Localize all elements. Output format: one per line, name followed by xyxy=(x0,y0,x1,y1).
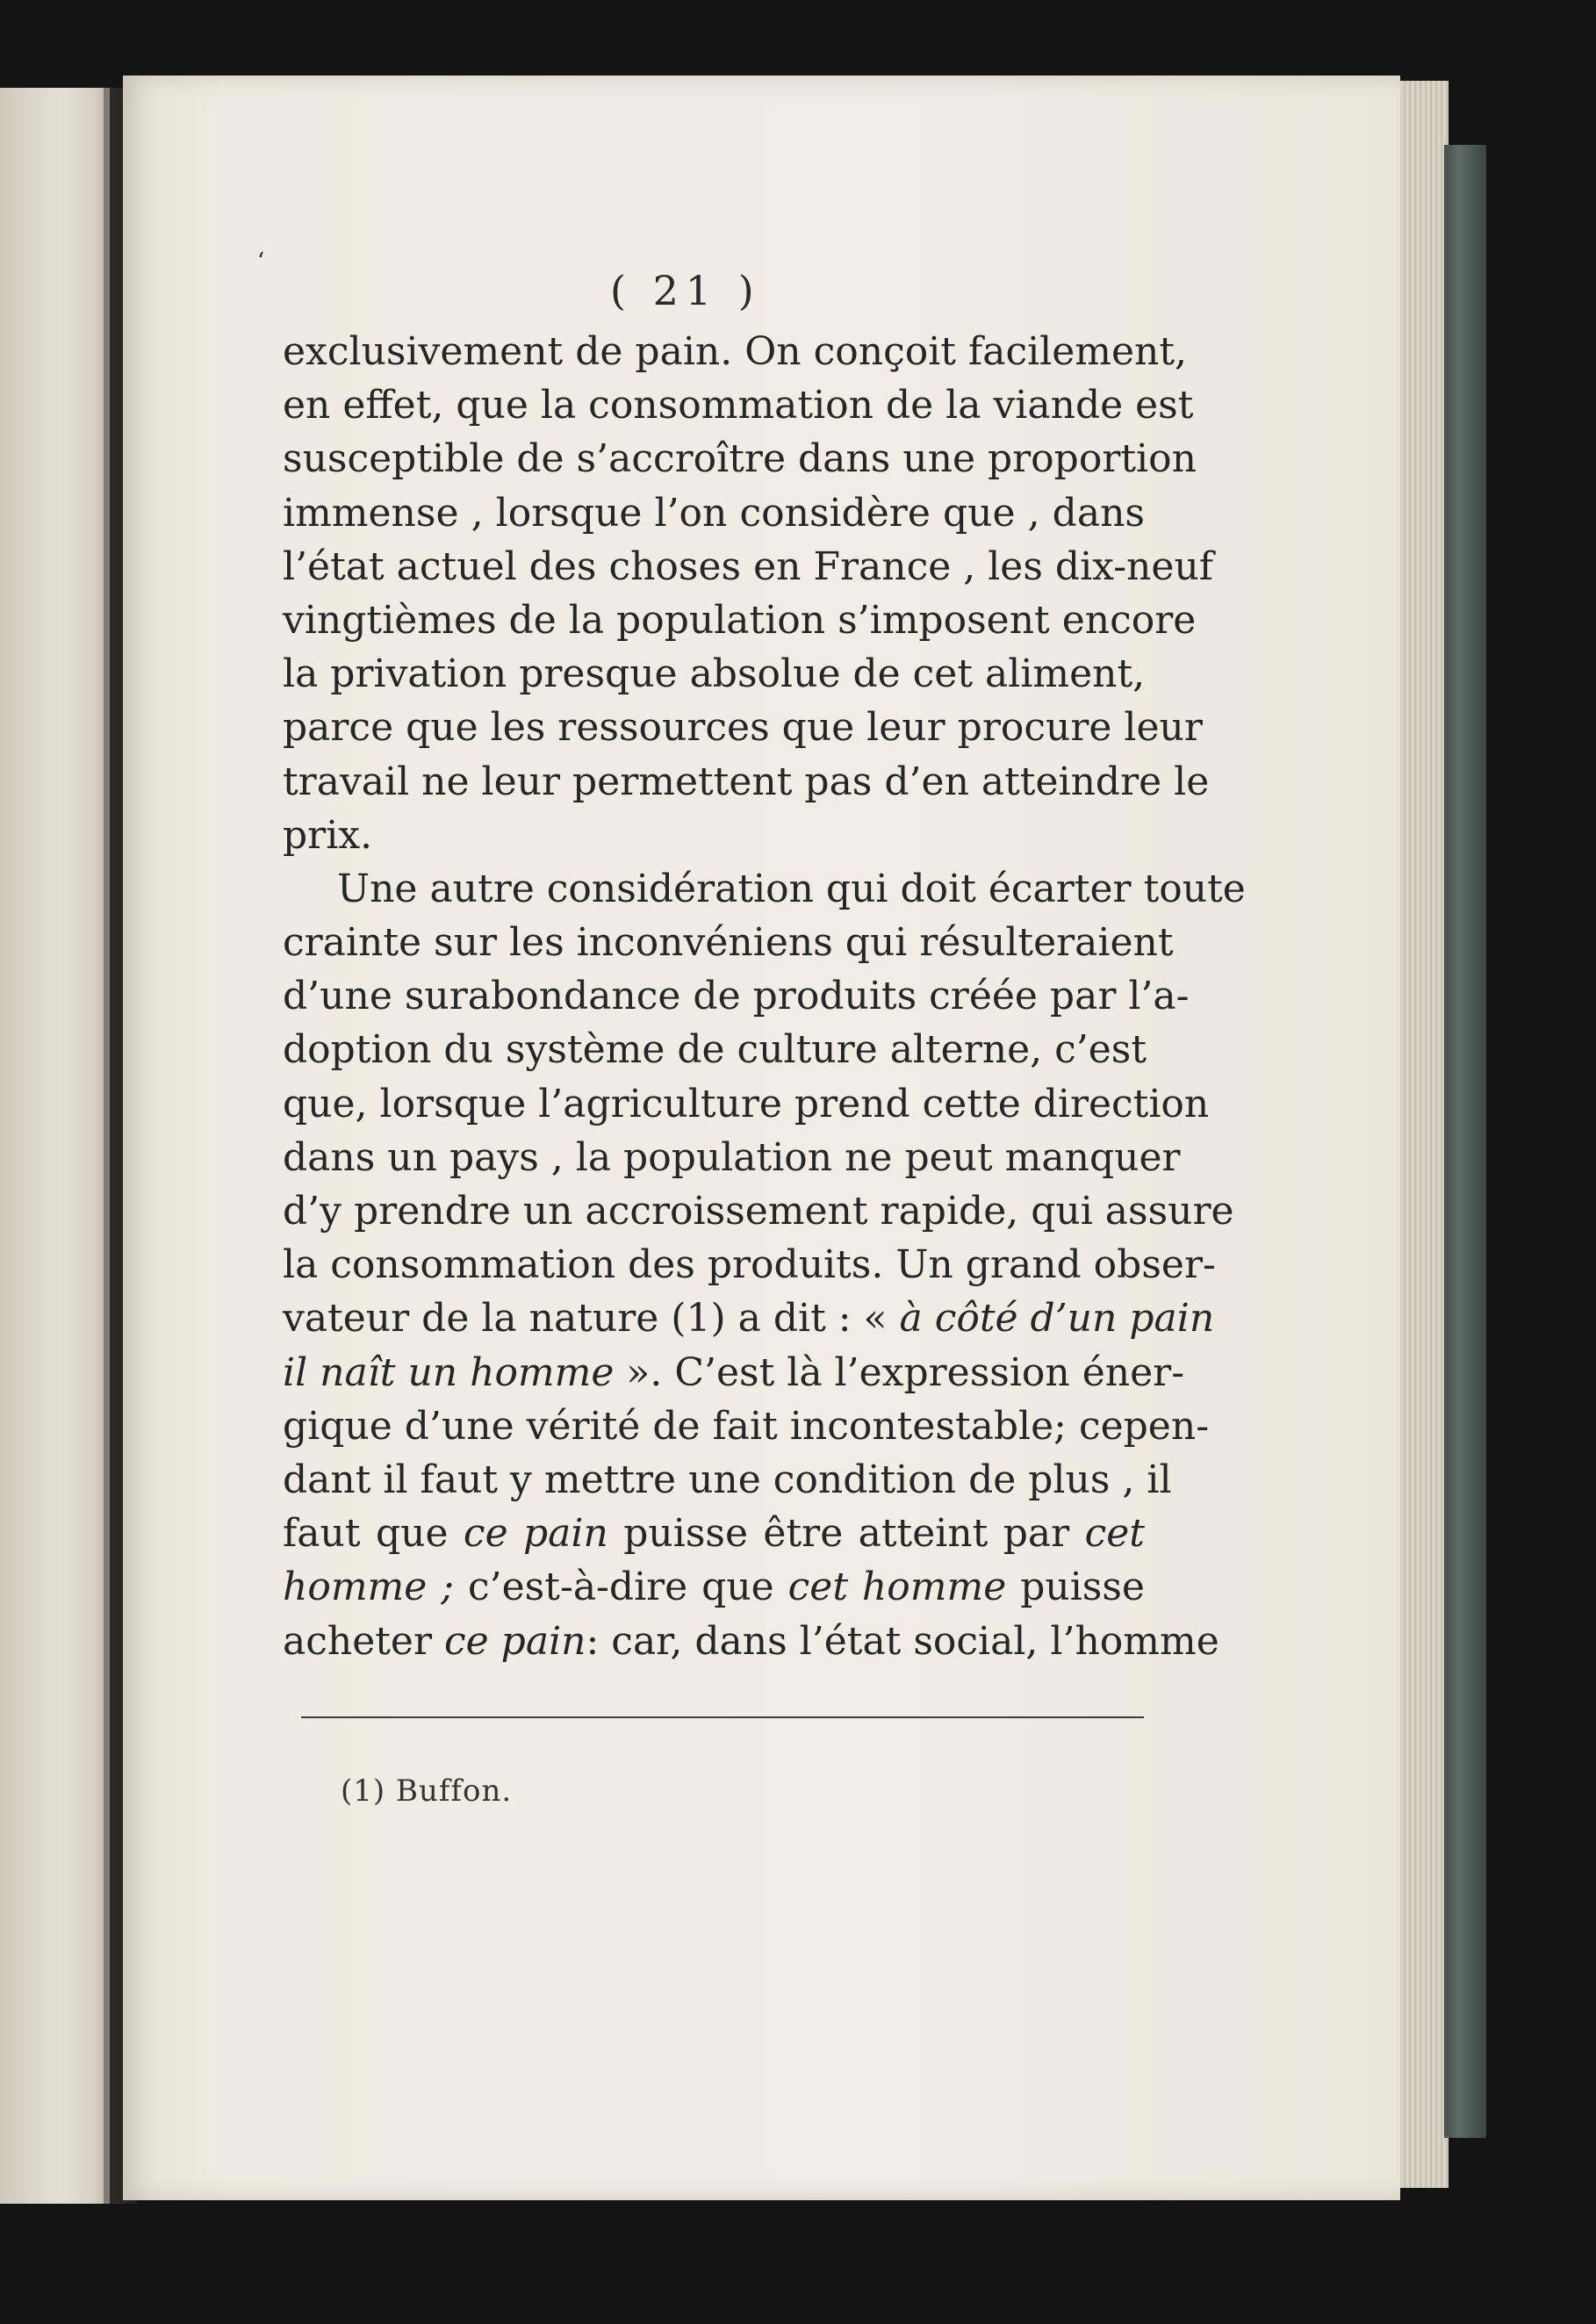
text-span: : car, dans l’état social, l’homme xyxy=(586,1618,1219,1664)
italic-quote: il naît un homme xyxy=(283,1349,615,1395)
text-line: travail ne leur permettent pas d’en atteindre le xyxy=(283,759,1210,804)
margin-mark: ʻ xyxy=(257,248,265,275)
text-line xyxy=(283,1560,1145,1614)
text-line: l’état actuel des choses en France , les dix-neuf xyxy=(283,543,1214,589)
text-span: acheter xyxy=(283,1618,433,1664)
italic-phrase: cet homme xyxy=(787,1565,1007,1610)
paragraph-1 xyxy=(283,325,1214,862)
text-line: exclusivement de pain. On conçoit facilement, xyxy=(283,329,1188,374)
text-line: doption du système de culture alterne, c’est xyxy=(283,1027,1147,1073)
text-span: puisse être atteint par xyxy=(623,1511,1070,1557)
footnote: (1) Buffon. xyxy=(341,1774,513,1809)
text-line: susceptible de s’accroître dans une proportion xyxy=(283,436,1197,482)
text-span: faut que xyxy=(283,1511,449,1557)
italic-phrase: ce pain xyxy=(444,1618,586,1664)
text-line: que, lorsque l’agriculture prend cette direction xyxy=(283,1081,1210,1126)
text-line: gique d’une vérité de fait incontestable; cepen- xyxy=(283,1403,1210,1449)
text-span: c’est-à-dire que xyxy=(468,1565,774,1610)
text-line: dans un pays , la population ne peut manquer xyxy=(283,1134,1181,1180)
text-line: d’y prendre un accroissement rapide, qui assure xyxy=(283,1189,1234,1234)
text-line: Une autre considération qui doit écarter toute xyxy=(337,866,1246,911)
text-line: la consommation des produits. Un grand obser- xyxy=(283,1242,1216,1288)
text-line: crainte sur les inconvéniens qui résulteraient xyxy=(283,920,1174,966)
text-span: vateur de la nature (1) a dit : « xyxy=(283,1296,888,1342)
book-cover-edge xyxy=(1444,145,1486,2138)
page-edges xyxy=(1396,81,1449,2188)
text-line: prix. xyxy=(283,812,373,858)
text-line: dant il faut y mettre une condition de plus , il xyxy=(283,1457,1172,1502)
text-span: ». C’est là l’expression éner- xyxy=(626,1349,1185,1395)
italic-phrase: ce pain xyxy=(463,1511,608,1557)
italic-phrase: cet xyxy=(1084,1511,1145,1557)
italic-phrase: homme ; xyxy=(283,1565,455,1610)
text-line xyxy=(283,1346,1185,1399)
text-line xyxy=(283,1615,1219,1668)
text-line: d’une surabondance de produits créée par l’a- xyxy=(283,974,1190,1019)
italic-quote: à côté d’un pain xyxy=(899,1296,1215,1342)
text-line: la privation presque absolue de cet aliment, xyxy=(283,651,1146,697)
paragraph-2 xyxy=(283,862,1246,1668)
text-line: vingtièmes de la population s’imposent encore xyxy=(283,597,1197,643)
text-line xyxy=(283,1292,1215,1345)
body-text xyxy=(283,325,1246,1668)
text-line: parce que les ressources que leur procure leur xyxy=(283,705,1203,751)
text-line: immense , lorsque l’on considère que , dans xyxy=(283,490,1145,536)
left-page-edge xyxy=(0,88,110,2204)
text-span: puisse xyxy=(1020,1565,1145,1610)
footnote-rule xyxy=(301,1716,1144,1718)
text-line: en effet, que la consommation de la viande est xyxy=(283,383,1194,428)
text-line xyxy=(283,1507,1145,1560)
page-number: ( 21 ) xyxy=(610,267,761,314)
